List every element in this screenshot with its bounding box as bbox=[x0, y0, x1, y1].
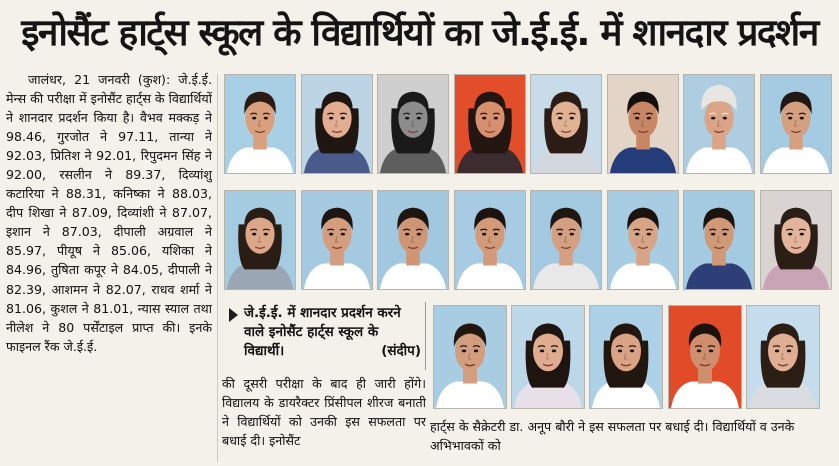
portrait-icon bbox=[590, 306, 662, 408]
student-photo bbox=[454, 190, 526, 290]
portrait-icon bbox=[531, 75, 601, 173]
portrait-icon bbox=[684, 75, 754, 173]
portrait-icon bbox=[684, 191, 754, 289]
portrait-icon bbox=[455, 191, 525, 289]
dateline: जालंधर, 21 जनवरी (कुश): bbox=[28, 72, 171, 87]
article-continuation-2: हार्ट्स के सैक्रेटरी डा. अनूप बौरी ने इस सफलता पर बधाई दी। विद्यार्थियों व उनके अभिभावकों को bbox=[430, 419, 795, 454]
portrait-icon bbox=[225, 75, 295, 173]
headline: इनोसैंट हार्ट्स स्कूल के विद्यार्थियों का जे.ई.ई. में शानदार प्रदर्शन bbox=[21, 11, 818, 54]
caption-text: जे.ई.ई. में शानदार प्रदर्शन करने वाले इनोसैंट हार्ट्स स्कूल के विद्यार्थी। bbox=[244, 305, 401, 359]
student-photo bbox=[760, 190, 832, 290]
portrait-icon bbox=[225, 191, 295, 289]
student-photo bbox=[224, 74, 296, 174]
article-body bbox=[6, 70, 212, 462]
portrait-icon bbox=[378, 75, 448, 173]
portrait-icon bbox=[608, 75, 678, 173]
student-photo bbox=[530, 190, 602, 290]
student-photo bbox=[607, 74, 679, 174]
student-photo bbox=[301, 74, 373, 174]
student-photo bbox=[683, 190, 755, 290]
portrait-icon bbox=[302, 191, 372, 289]
portrait-icon bbox=[669, 306, 741, 408]
student-photo bbox=[589, 305, 663, 409]
caption-arrow-icon bbox=[229, 308, 238, 322]
student-photo bbox=[746, 305, 820, 409]
student-photo bbox=[433, 305, 507, 409]
student-photo bbox=[607, 190, 679, 290]
column-divider bbox=[217, 74, 218, 462]
student-photo bbox=[454, 74, 526, 174]
portrait-icon bbox=[531, 191, 601, 289]
portrait-icon bbox=[747, 306, 819, 408]
article-text: जे.ई.ई. मेन्स की परीक्षा में इनोसैंट हार्ट्स के विद्यार्थियों ने शानदार प्रदर्शन किया है। वैभव मक्कड़ ने 98.46, गुरजोत ने 97.11, तान्या ने 92.03, प्रितिश ने 92.01, रिपुदमन सिंह ने 92.00, रसलीन ने 89.37, दिव्यांशु कटारिया ने 88.31, कनिष्का ने 88.03, दीप शिखा ने 87.09, दिव्यांशी ने 87.07, इशान ने 87.03, दीपाली अग्रवाल ने 85.97, पीयूष ने 85.06, यशिका ने 84.96, तुषिता कपूर ने 84.05, दीपाली ने 82.39, आशमन ने 82.07, राधव शर्मा ने 81.06, कुशल ने 81.01, न्यास स्याल तथा नीलेश ने 80 पर्सेंटाइल प्राप्त की। इनके फाइनल रैंक जे.ई.ई. bbox=[6, 72, 212, 354]
student-photo bbox=[511, 305, 585, 409]
portrait-icon bbox=[608, 191, 678, 289]
photo-caption bbox=[222, 302, 426, 370]
student-photo bbox=[668, 305, 742, 409]
portrait-icon bbox=[302, 75, 372, 173]
article-continuation: की दूसरी परीक्षा के बाद ही जारी होंगे। विद्यालय के डायरैक्टर प्रिंसीपल शीरज बनाती ने विद्यार्थियों को उनकी इस सफलता पर बधाई दी। इनोसैंट bbox=[222, 376, 426, 449]
student-photo bbox=[530, 74, 602, 174]
photo-credit: (संदीप) bbox=[381, 343, 421, 359]
student-photo bbox=[377, 74, 449, 174]
student-photo bbox=[377, 190, 449, 290]
portrait-icon bbox=[512, 306, 584, 408]
portrait-icon bbox=[761, 75, 831, 173]
portrait-icon bbox=[378, 191, 448, 289]
student-photo bbox=[760, 74, 832, 174]
student-photo bbox=[224, 190, 296, 290]
portrait-icon bbox=[434, 306, 506, 408]
student-photo bbox=[301, 190, 373, 290]
portrait-icon bbox=[761, 191, 831, 289]
portrait-icon bbox=[455, 75, 525, 173]
student-photo bbox=[683, 74, 755, 174]
